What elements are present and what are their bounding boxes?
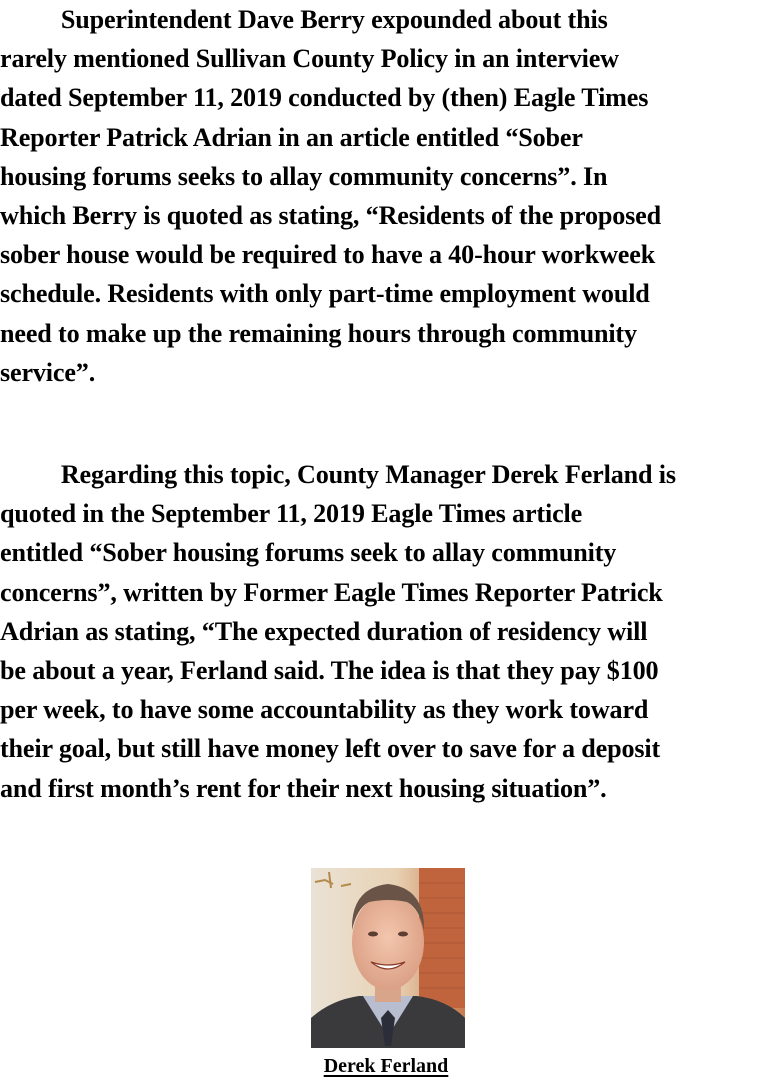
text-line: Adrian as stating, “The expected duration of residency will <box>0 616 648 646</box>
text-line: need to make up the remaining hours through community <box>0 318 637 348</box>
text-line: their goal, but still have money left over to save for a deposit <box>0 734 661 764</box>
text-line: dated September 11, 2019 conducted by (then) Eagle Times <box>0 83 649 113</box>
text-line: Superintendent Dave Berry expounded about this <box>60 5 608 34</box>
text-line: sober house would be required to have a 40-hour workweek <box>0 240 656 270</box>
paragraph-berry-quote <box>0 0 772 392</box>
text-line: Reporter Patrick Adrian in an article entitled “Sober <box>0 122 583 152</box>
portrait-illustration <box>311 868 465 1048</box>
text-line: concerns”, written by Former Eagle Times Reporter Patrick <box>0 577 663 607</box>
text-line: schedule. Residents with only part-time employment would <box>0 279 650 309</box>
photo-caption: Derek Ferland <box>323 1055 449 1077</box>
text-line: quoted in the September 11, 2019 Eagle Times article <box>0 499 583 529</box>
text-line: per week, to have some accountability as they work toward <box>0 695 649 725</box>
text-line: service”. <box>0 357 96 387</box>
text-line: which Berry is quoted as stating, “Residents of the proposed <box>0 201 661 231</box>
text-line: and first month’s rent for their next housing situation”. <box>0 773 607 803</box>
paragraph-ferland-quote <box>0 455 772 808</box>
text-line: Regarding this topic, County Manager Derek Ferland is <box>60 460 676 489</box>
text-line: entitled “Sober housing forums seek to allay community <box>0 538 617 568</box>
text-line: rarely mentioned Sullivan County Policy in an interview <box>0 44 619 74</box>
text-line: housing forums seeks to allay community concerns”. In <box>0 161 608 191</box>
text-line: be about a year, Ferland said. The idea is that they pay $100 <box>0 656 659 686</box>
portrait-photo <box>311 868 465 1048</box>
